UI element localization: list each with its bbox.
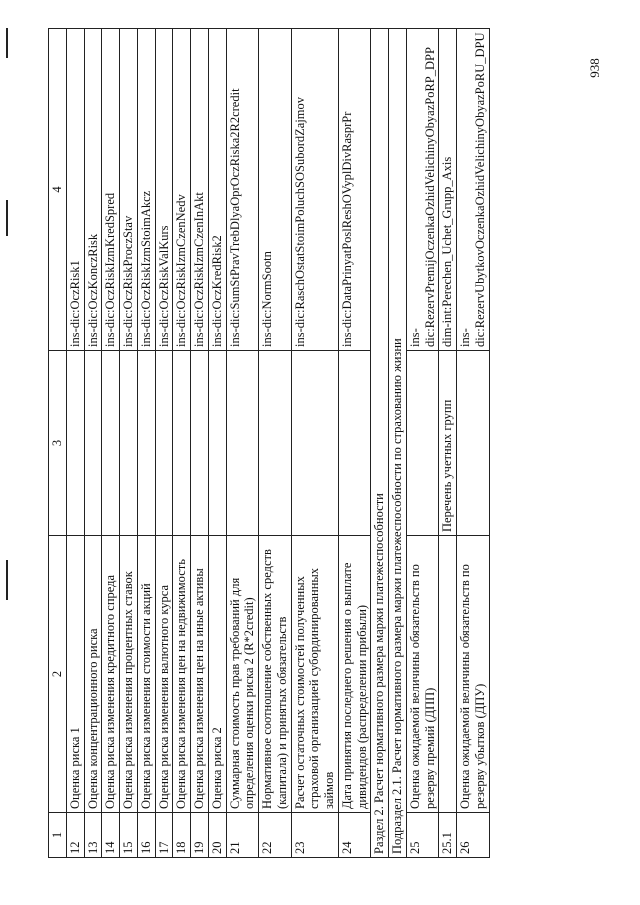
margin-mark-top	[6, 28, 8, 58]
cell-n: 25.1	[439, 813, 457, 858]
cell-code: ins-dic:OczRiskIzmStoimAkcz	[137, 29, 155, 351]
cell-name: Оценка риска 2	[208, 536, 226, 813]
cell-name: Оценка ожидаемой величины обязательств по резерву премий (ДПП)	[406, 536, 439, 813]
cell-list	[102, 351, 120, 536]
cell-name: Нормативное соотношение собственных средств (капитала) и принятых обязательств	[259, 536, 292, 813]
cell-n: 18	[173, 813, 191, 858]
cell-list: Перечень учетных групп	[439, 351, 457, 536]
cell-list	[291, 351, 338, 536]
cell-name: Оценка риска 1	[66, 536, 84, 813]
cell-list	[191, 351, 209, 536]
section-2-row	[371, 29, 389, 858]
page-number: 938	[586, 58, 602, 78]
cell-n: 16	[137, 813, 155, 858]
cell-list	[137, 351, 155, 536]
table-row	[84, 29, 102, 858]
cell-code: ins-dic:RaschOstatStoimPoluchSOSubordZajmov	[291, 29, 338, 351]
header-col-1: 1	[49, 813, 67, 858]
margin-mark-middle	[6, 200, 8, 236]
table-row	[137, 29, 155, 858]
cell-n: 19	[191, 813, 209, 858]
table-row	[259, 29, 292, 858]
cell-code: ins-dic:OczKonczRisk	[84, 29, 102, 351]
cell-name: Оценка риска изменения кредитного спреда	[102, 536, 120, 813]
cell-name: Оценка концентрационного риска	[84, 536, 102, 813]
cell-name: Оценка риска изменения валютного курса	[155, 536, 173, 813]
cell-code: dim-int:Perechen_Uchet_Grupp_Axis	[439, 29, 457, 351]
cell-n: 14	[102, 813, 120, 858]
table-body-section1	[66, 29, 371, 858]
cell-code: ins-dic:OczRiskValKurs	[155, 29, 173, 351]
table-row	[66, 29, 84, 858]
table-row	[439, 29, 457, 858]
cell-name: Оценка риска изменения стоимости акций	[137, 536, 155, 813]
cell-code: ins-dic:OczRiskIzmKredSpred	[102, 29, 120, 351]
table-body-section2-rows	[406, 29, 489, 858]
margin-mark-bottom	[6, 560, 8, 600]
cell-code: ins-dic:DataPrinyatPoslReshOVyplDivRasprPr	[338, 29, 371, 351]
rotated-page	[48, 28, 568, 858]
cell-name: Оценка риска изменения цен на иные активы	[191, 536, 209, 813]
cell-n: 23	[291, 813, 338, 858]
table-row	[173, 29, 191, 858]
cell-list	[338, 351, 371, 536]
table-row	[208, 29, 226, 858]
header-col-3: 3	[49, 351, 67, 536]
table-body-section2	[371, 29, 407, 858]
cell-code: ins-dic:OczRiskProczStav	[120, 29, 138, 351]
table-row	[102, 29, 120, 858]
cell-name: Дата принятия последнего решения о выплате дивидендов (распределении прибыли)	[338, 536, 371, 813]
header-col-4: 4	[49, 29, 67, 351]
table-header-row	[49, 29, 67, 858]
cell-n: 13	[84, 813, 102, 858]
table-row	[291, 29, 338, 858]
cell-name: Расчет остаточных стоимостей полученных страховой организацией субординированных займов	[291, 536, 338, 813]
cell-code: ins-dic:OczRiskIzmCzenInAkt	[191, 29, 209, 351]
attributes-table	[48, 28, 490, 858]
cell-list	[208, 351, 226, 536]
cell-code: ins-dic:RezervUbytkovOczenkaOzhidVelichinyObyazPoRU_DPU	[457, 29, 490, 351]
cell-list	[84, 351, 102, 536]
cell-list	[457, 351, 490, 536]
cell-n: 12	[66, 813, 84, 858]
cell-n: 15	[120, 813, 138, 858]
cell-list	[226, 351, 259, 536]
cell-name: Оценка риска изменения цен на недвижимость	[173, 536, 191, 813]
cell-list	[406, 351, 439, 536]
subsection-2-1-title: Подраздел 2.1. Расчет нормативного размера маржи платежеспособности по страхованию жизни	[389, 29, 407, 858]
cell-code: ins-dic:OczKredRisk2	[208, 29, 226, 351]
cell-code: ins-dic:SumStPravTrebDlyaOprOczRiska2R2credit	[226, 29, 259, 351]
cell-list	[155, 351, 173, 536]
cell-n: 21	[226, 813, 259, 858]
table-row	[457, 29, 490, 858]
cell-n: 26	[457, 813, 490, 858]
cell-n: 24	[338, 813, 371, 858]
cell-n: 20	[208, 813, 226, 858]
cell-list	[66, 351, 84, 536]
table-row	[338, 29, 371, 858]
cell-name: Оценка риска изменения процентных ставок	[120, 536, 138, 813]
cell-code: ins-dic:OczRisk1	[66, 29, 84, 351]
cell-list	[173, 351, 191, 536]
table-row	[120, 29, 138, 858]
header-col-2: 2	[49, 536, 67, 813]
cell-name: Суммарная стоимость прав требований для определения оценки риска 2 (R*2credit)	[226, 536, 259, 813]
cell-n: 22	[259, 813, 292, 858]
cell-name: Оценка ожидаемой величины обязательств по резерву убытков (ДПУ)	[457, 536, 490, 813]
cell-name	[439, 536, 457, 813]
cell-code: ins-dic:NormSootn	[259, 29, 292, 351]
cell-code: ins-dic:RezervPremijOczenkaOzhidVelichinyObyazPoRP_DPP	[406, 29, 439, 351]
cell-list	[259, 351, 292, 536]
table-row	[191, 29, 209, 858]
table-row	[155, 29, 173, 858]
table-row	[406, 29, 439, 858]
cell-n: 25	[406, 813, 439, 858]
section-2-title: Раздел 2. Расчет нормативного размера маржи платежеспособности	[371, 29, 389, 858]
table-row	[226, 29, 259, 858]
subsection-2-1-row	[389, 29, 407, 858]
cell-code: ins-dic:OczRiskIzmCzenNedv	[173, 29, 191, 351]
cell-n: 17	[155, 813, 173, 858]
cell-list	[120, 351, 138, 536]
